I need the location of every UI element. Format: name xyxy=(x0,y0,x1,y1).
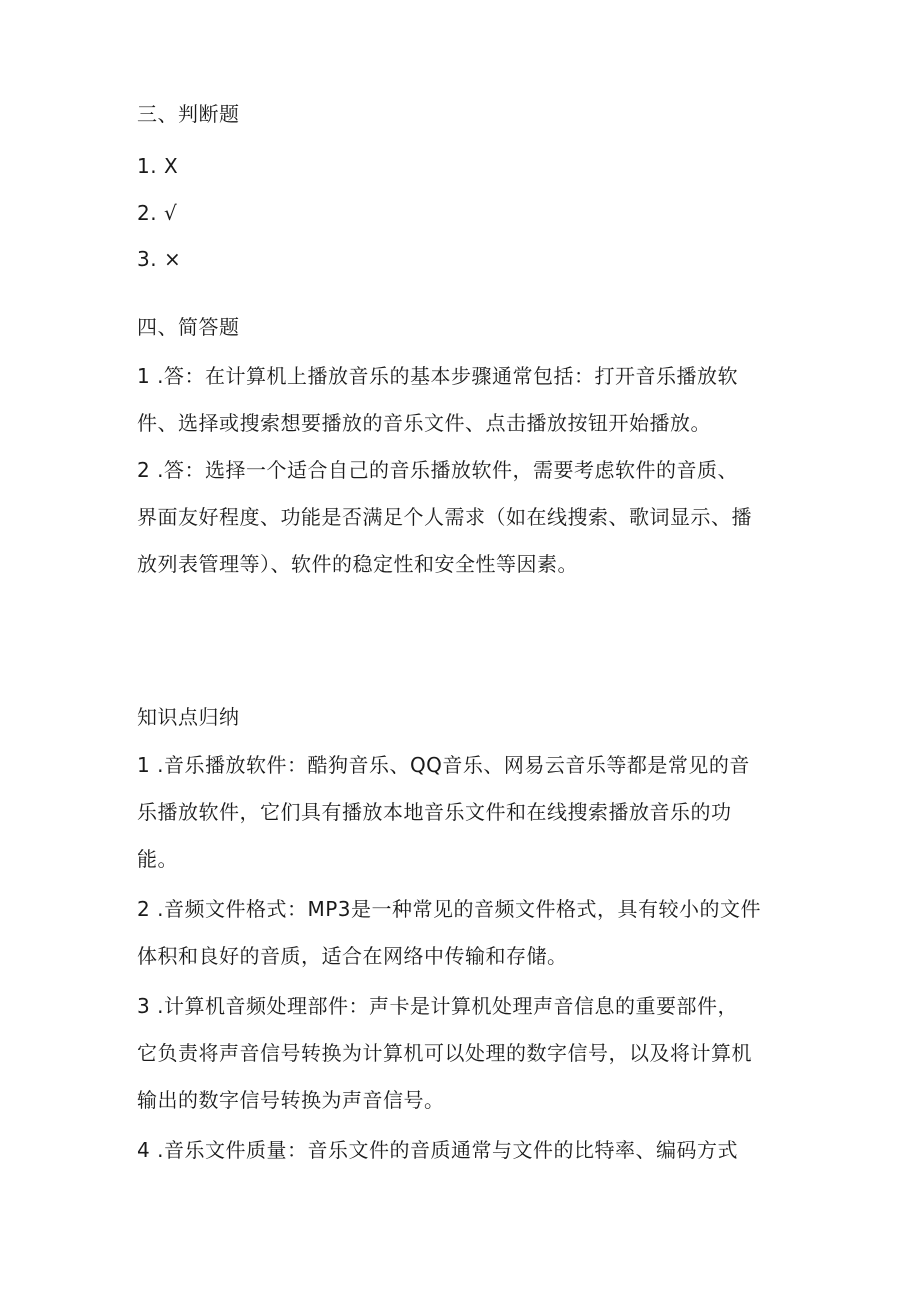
knowledge-point-2-line-2: 体积和良好的音质，适合在网络中传输和存储。 xyxy=(137,944,568,968)
knowledge-point-3-line-2: 它负责将声音信号转换为计算机可以处理的数字信号，以及将计算机 xyxy=(137,1041,752,1065)
short-answer-1-line-2: 件、选择或搜索想要播放的音乐文件、点击播放按钮开始播放。 xyxy=(137,411,711,435)
knowledge-point-2-line-1: 2 .音频文件格式：MP3是一种常见的音频文件格式，具有较小的文件 xyxy=(137,897,761,921)
knowledge-point-1-line-3: 能。 xyxy=(137,847,178,871)
section-heading-judgement: 三、判断题 xyxy=(137,102,240,126)
short-answer-2-line-3: 放列表管理等）、软件的稳定性和安全性等因素。 xyxy=(137,552,578,576)
judgement-answer-2: 2. √ xyxy=(137,201,178,225)
knowledge-point-3-line-3: 输出的数字信号转换为声音信号。 xyxy=(137,1088,445,1112)
short-answer-1-line-1: 1 .答：在计算机上播放音乐的基本步骤通常包括：打开音乐播放软 xyxy=(137,364,738,388)
section-heading-short-answer: 四、简答题 xyxy=(137,315,240,339)
knowledge-point-1-line-2: 乐播放软件，它们具有播放本地音乐文件和在线搜索播放音乐的功 xyxy=(137,800,732,824)
knowledge-point-1-line-1: 1 .音乐播放软件：酷狗音乐、QQ音乐、网易云音乐等都是常见的音 xyxy=(137,753,750,777)
judgement-answer-3: 3. × xyxy=(137,247,182,271)
judgement-answer-1: 1. X xyxy=(137,154,179,178)
short-answer-2-line-1: 2 .答：选择一个适合自己的音乐播放软件，需要考虑软件的音质、 xyxy=(137,458,738,482)
knowledge-summary-title: 知识点归纳 xyxy=(137,705,240,729)
short-answer-2-line-2: 界面友好程度、功能是否满足个人需求（如在线搜索、歌词显示、播 xyxy=(137,505,752,529)
knowledge-point-3-line-1: 3 .计算机音频处理部件：声卡是计算机处理声音信息的重要部件， xyxy=(137,994,738,1018)
knowledge-point-4-line-1: 4 .音乐文件质量：音乐文件的音质通常与文件的比特率、编码方式 xyxy=(137,1138,738,1162)
